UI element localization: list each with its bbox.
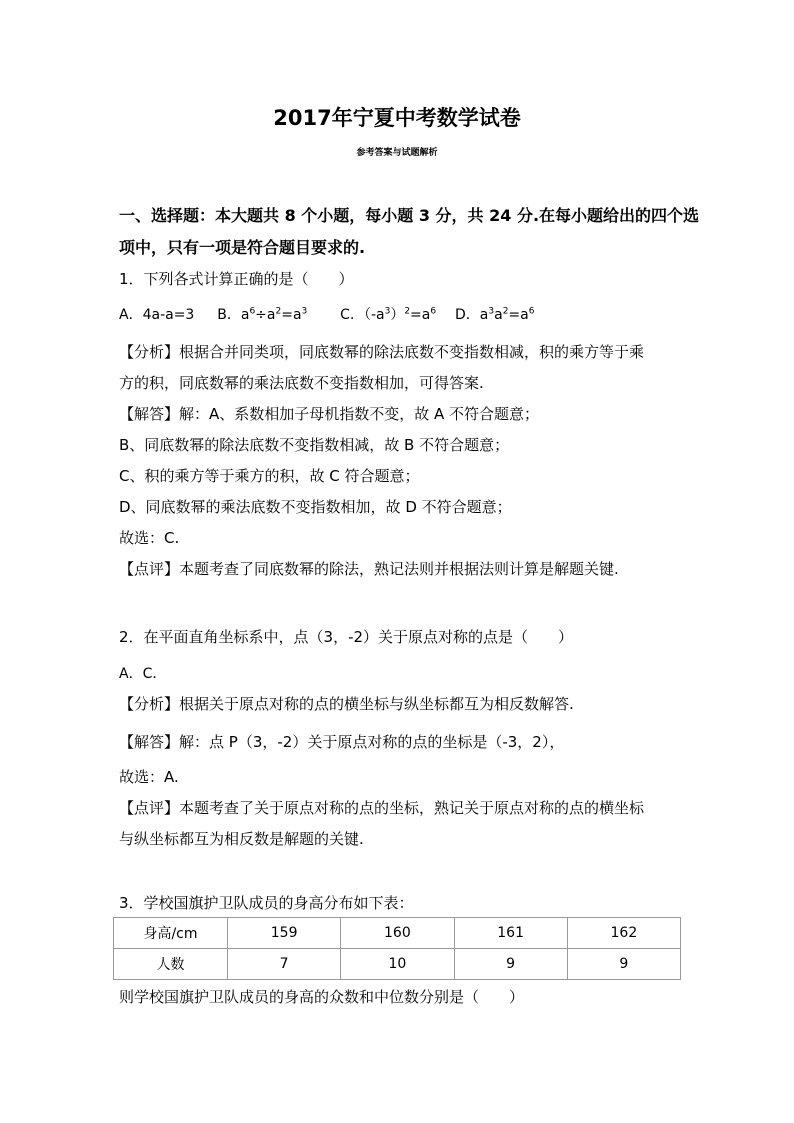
q1-solution-line-3: C、积的乘方等于乘方的积，故 C 符合题意；	[119, 467, 420, 485]
page-title: 2017年宁夏中考数学试卷	[273, 106, 521, 130]
q1-solution-line-4: D、同底数幂的乘法底数不变指数相加，故 D 不符合题意；	[119, 498, 512, 516]
table-row	[114, 918, 681, 949]
table-cell: 160	[341, 918, 454, 949]
page-subtitle: 参考答案与试题解析	[356, 148, 438, 158]
q2-options: A．C．	[119, 666, 167, 682]
q1-choice: 故选：C.	[119, 529, 180, 547]
table-cell: 身高/cm	[114, 918, 228, 949]
height-distribution-table	[113, 917, 681, 980]
q2-comment-line-1: 【点评】本题考查了关于原点对称的点的坐标，熟记关于原点对称的点的横坐标	[119, 799, 645, 817]
table-row	[114, 949, 681, 980]
q3-question: 3．学校国旗护卫队成员的身高分布如下表：	[119, 894, 414, 912]
table-cell: 9	[567, 949, 680, 980]
q1-comment: 【点评】本题考查了同底数幂的除法，熟记法则并根据法则计算是解题关键.	[119, 560, 619, 578]
q1-option-a: A．4a-a=3	[119, 307, 195, 323]
table-cell: 10	[341, 949, 454, 980]
q2-comment-line-2: 与纵坐标都互为相反数是解题的关键.	[119, 830, 364, 848]
table-cell: 7	[228, 949, 341, 980]
q1-option-c: C．$(-a^3)^2=a^6$	[340, 306, 437, 323]
q1-analysis-line-1: 【分析】根据合并同类项，同底数幂的除法底数不变指数相减，积的乘方等于乘	[119, 343, 645, 361]
table-cell: 162	[567, 918, 680, 949]
table-cell: 9	[454, 949, 567, 980]
q2-analysis: 【分析】根据关于原点对称的点的横坐标与纵坐标都互为相反数解答.	[119, 695, 574, 713]
q1-analysis-line-2: 方的积，同底数幂的乘法底数不变指数相加，可得答案.	[119, 374, 484, 392]
section-heading-line-1: 一、选择题：本大题共 8 个小题，每小题 3 分，共 24 分.在每小题给出的四个选	[119, 206, 700, 225]
q1-option-b: B．$a^6\div a^2=a^3$	[217, 306, 308, 323]
section-heading-line-2: 项中，只有一项是符合题目要求的.	[119, 238, 366, 257]
q2-solution: 【解答】解：点 P（3，-2）关于原点对称的点的坐标是（-3，2），	[119, 733, 565, 751]
q3-followup: 则学校国旗护卫队成员的身高的众数和中位数分别是（ ）	[119, 988, 525, 1006]
q2-choice: 故选：A.	[119, 768, 179, 786]
q2-question: 2．在平面直角坐标系中，点（3，-2）关于原点对称的点是（ ）	[119, 628, 574, 646]
q1-option-d: D．$a^3a^2=a^6$	[455, 306, 535, 323]
table-cell: 161	[454, 918, 567, 949]
q1-options	[119, 305, 534, 325]
table-cell: 159	[228, 918, 341, 949]
table-cell: 人数	[114, 949, 228, 980]
q1-solution-line-1: 【解答】解：A、系数相加子母机指数不变，故 A 不符合题意；	[119, 405, 540, 423]
q1-solution-line-2: B、同底数幂的除法底数不变指数相减，故 B 不符合题意；	[119, 436, 510, 454]
q1-question: 1．下列各式计算正确的是（ ）	[119, 270, 354, 288]
